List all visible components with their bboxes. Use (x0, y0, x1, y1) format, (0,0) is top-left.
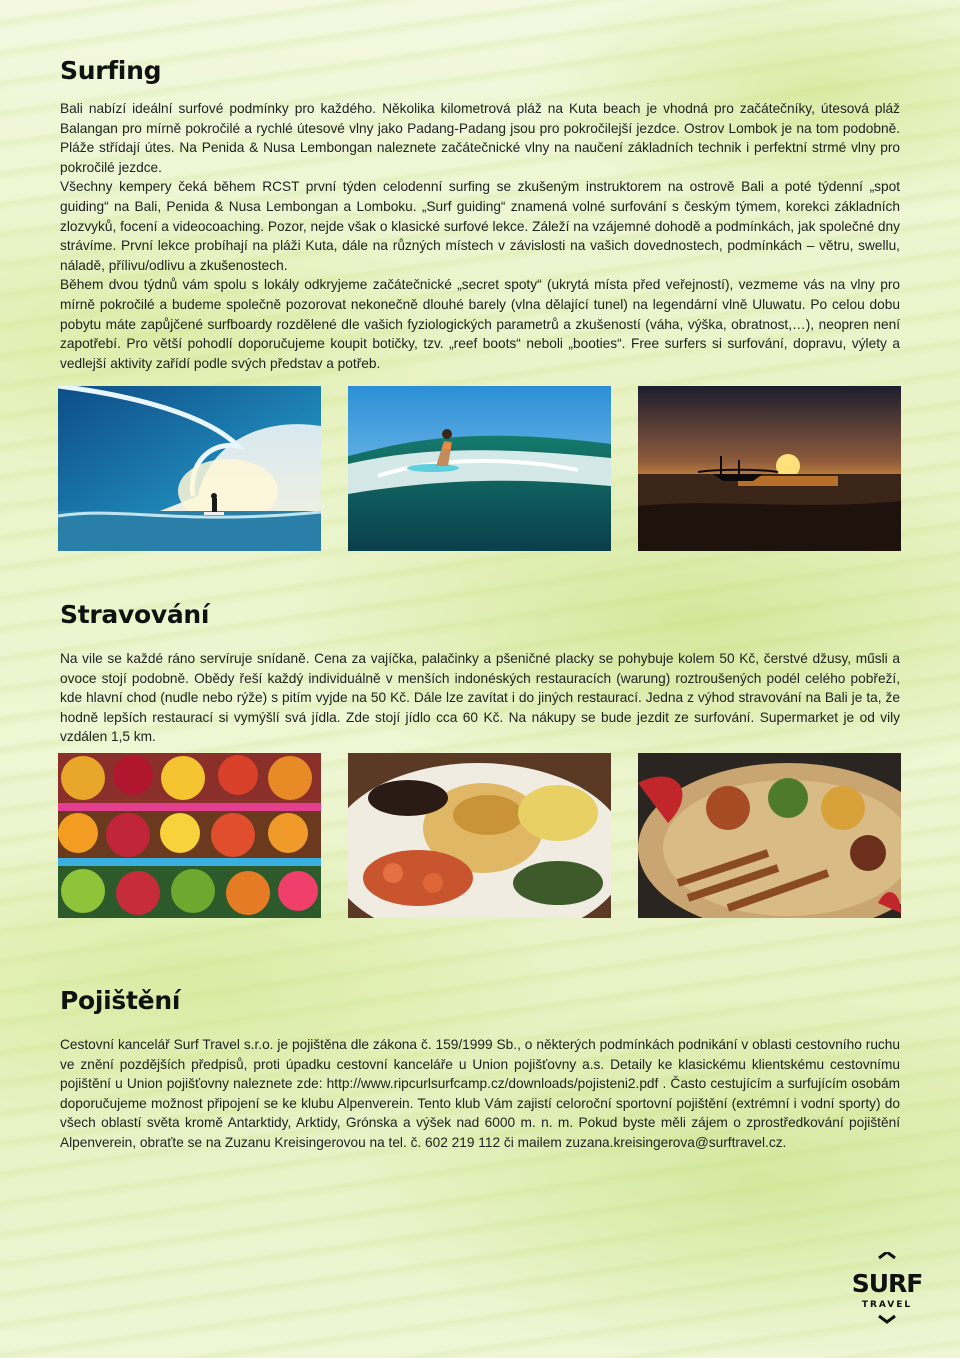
surfing-text (60, 99, 900, 373)
photo-sunset-boat (638, 386, 901, 551)
stravovani-text (60, 649, 900, 747)
stravovani-heading: Stravování (60, 600, 210, 629)
pojisteni-heading: Pojištění (60, 986, 181, 1015)
logo-chevron-down-icon (879, 1316, 895, 1322)
section-pojisteni (60, 986, 900, 1153)
logo-text-travel: TRAVEL (861, 1300, 913, 1310)
section-stravovani (60, 600, 900, 747)
pojisteni-text (60, 1035, 900, 1153)
surfing-heading: Surfing (60, 56, 162, 85)
surf-travel-logo (852, 1252, 922, 1326)
surfing-paragraph-3: Během dvou týdnů vám spolu s lokály odkryjeme začátečnické „secret spoty“ (ukrytá místa před veřejností), vezmeme vás na vlny pro mírně pokročilé a budeme společně pozorovat nekonečně dlouhé barely (vlna dělající tunel) na legendární vlně Uluwatu. Po celou dobu pobytu máte zapůjčené surfboardy rozdělené dle vašich fyziologických parametrů a zkušeností (váha, výška, obratnost,…), neopren není zapotřebí. Pro větší pohodlí doporučujeme koupit botičky, tzv. „reef boots“ neboli „booties“. Free surfers si surfování, dopravu, výlety a vedlejší aktivity zařídí podle svých představ a potřeb. (60, 277, 900, 371)
photo-fruit-market (58, 753, 321, 918)
stravovani-paragraph-1: Na vile se každé ráno servíruje snídaně. Cena za vajíčka, palačinky a pšeničné placky se pohybuje kolem 50 Kč, čerstvé džusy, műsli a ovoce stojí podobně. Obědy řeší každý individuálně v menších indonéských restauracích (warung) roztroušených podél celého pobřeží, kde hlavní chod (nudle nebo rýže) s pitím vyjde na 50 Kč. Dále lze zavítat i do jiných restaurací. Jedna z výhod stravování na Bali je ta, že hodně lepších restaurací si vymýšlí svá jídla. Zde stojí jídlo cca 60 Kč. Na nákupy se bude jezdit ze surfování. Supermarket je od vily vzdálen 1,5 km. (60, 651, 900, 745)
surfing-paragraph-1: Bali nabízí ideální surfové podmínky pro každého. Několika kilometrová pláž na Kuta beach je vhodná pro začátečníky, útesová pláž Balangan pro mírně pokročilé a rychlé útesové vlny jako Padang-Padang jsou pro pokročilejší jezdce. Ostrov Lombok je na tom podobně. Pláže střídají útes. Na Penida & Nusa Lembongan naleznete začátečnické vlny na naučení základních technik i perfektní strmé vlny pro pokročilé jezdce. (60, 101, 900, 175)
pojisteni-paragraph-1: Cestovní kancelář Surf Travel s.r.o. je pojištěna dle zákona č. 159/1999 Sb., o některých podmínkách podnikání v oblasti cestovního ruchu ve znění pozdějších předpisů, proti úpadku cestovní kanceláře u Union pojišťovny a.s. Detaily ke klasickému klientskému cestovnímu pojištění u Union pojišťovny naleznete zde: http://www.ripcurlsurfcamp.cz/downloads/pojisteni2.pdf . Často cestujícím a surfujícím osobám doporučujeme možnost připojení se ke klubu Alpenverein. Tento klub Vám zajistí celoroční sportovní pojištění (extrémní i vodní sporty) do všech oblastí světa kromě Antarktidy, Arktidy, Grónska a výšek nad 6000 m. n. m. Pokud byste měli zájem o zprostředkování pojištění Alpenverein, obraťte se na Zuzanu Kreisingerovou na tel. č. 602 219 112 či mailem zuzana.kreisingerova@surftravel.cz. (60, 1037, 900, 1150)
photo-rice-plate (348, 753, 611, 918)
surfing-photo-row (58, 386, 901, 551)
logo-chevron-up-icon (879, 1252, 895, 1258)
photo-barrel-wave (58, 386, 321, 551)
photo-surfer-woman (348, 386, 611, 551)
surfing-paragraph-2: Všechny kempery čeká během RCST první týden celodenní surfing se zkušeným instruktorem na ostrově Bali a poté týdenní „spot guiding“ na Bali, Penida & Nusa Lembongan a Lomboku. „Surf guiding“ znamená volné surfování s českým týmem, korekci základních zlozvyků, focení a videocoaching. Pozor, nejde však o klasické surfové lekce. Záleží na vzájemné dohodě a podmínkách, jak společné dny strávíme. První lekce probíhají na pláži Kuta, dále na různých místech v závislosti na vašich dovednostech, podmínkách – větru, swellu, náladě, přílivu/odlivu a zkušenostech. (60, 179, 900, 273)
section-surfing (60, 56, 900, 373)
food-photo-row (58, 753, 901, 918)
logo-text-surf: SURF (852, 1269, 922, 1298)
photo-satay-tray (638, 753, 901, 918)
